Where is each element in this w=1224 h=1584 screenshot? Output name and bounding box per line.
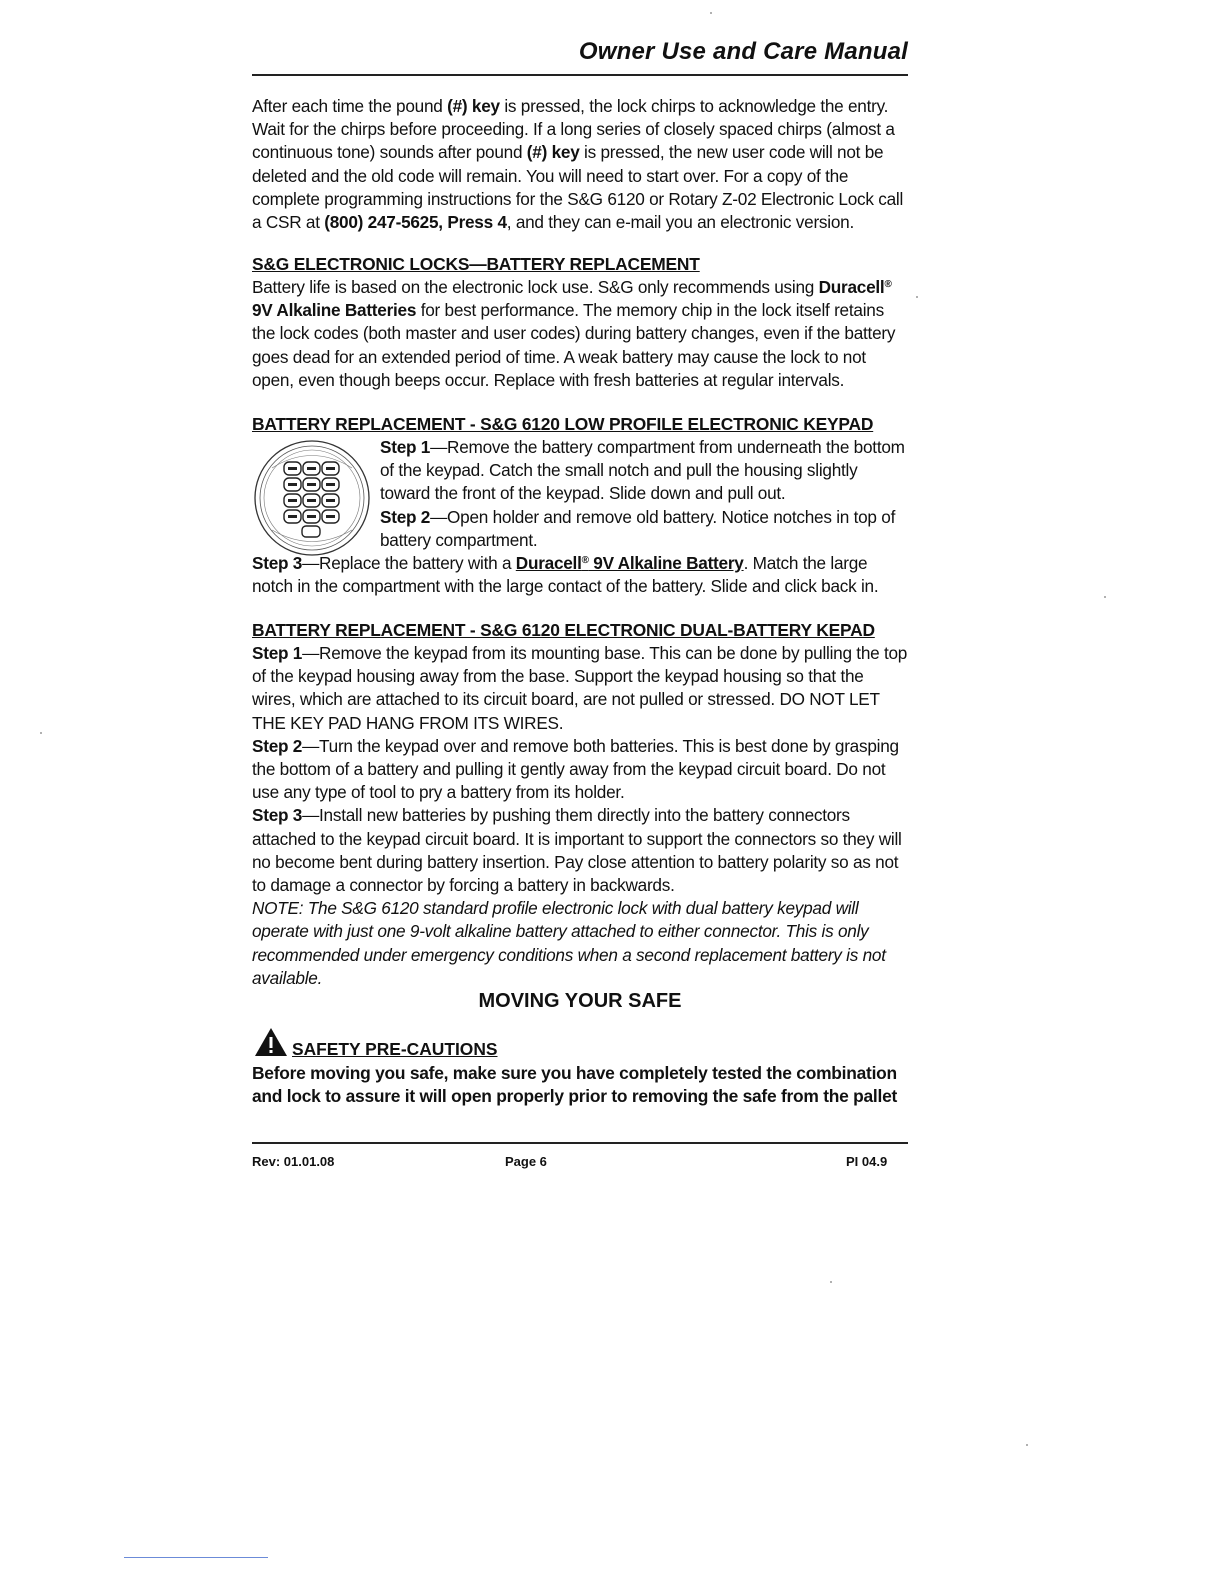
battery-section-heading: S&G ELECTRONIC LOCKS—BATTERY REPLACEMENT [252, 254, 700, 274]
scan-speck [710, 12, 712, 14]
intro-text-1: After each time the pound [252, 96, 448, 116]
csr-phone: (800) 247-5625, Press 4 [324, 212, 507, 233]
low-profile-steps-1-2 [380, 436, 910, 552]
low-profile-step-3 [252, 552, 908, 598]
step-1-label: Step 1 [380, 437, 431, 457]
step-2-label: Step 2 [380, 506, 431, 527]
safety-warning-paragraph [252, 1062, 912, 1109]
dual-battery-steps [252, 642, 908, 990]
dual-step-1-label: Step 1 [252, 643, 303, 663]
brand-duracell: Duracell [818, 277, 885, 297]
step-3-label: Step 3 [252, 553, 303, 573]
safety-precautions-heading: SAFETY PRE-CAUTIONS [292, 1039, 498, 1059]
footer-page-number: Page 6 [505, 1154, 547, 1169]
page-header-title: Owner Use and Care Manual [578, 38, 908, 65]
intro-text-4: , and they can e-mail you an electronic version. [506, 212, 854, 233]
dual-step-3-label: Step 3 [252, 805, 303, 826]
scan-speck [916, 296, 918, 298]
step-1-text: —Remove the battery compartment from underneath the bottom of the keypad. Catch the small notch and pull the housing slightly toward the front of the keypad. Slide down and pull out. [380, 437, 905, 504]
scan-speck [40, 732, 42, 734]
header-rule [252, 74, 908, 76]
pound-key-label-2: (#) key [526, 142, 580, 163]
step-3-text-1: —Replace the battery with a [302, 553, 516, 573]
battery-type: 9V Alkaline Batteries [252, 300, 417, 321]
intro-paragraph [252, 95, 908, 234]
keypad-illustration [252, 438, 374, 558]
step-3-brand: Duracell [515, 553, 582, 573]
scan-speck [830, 1281, 832, 1283]
intro-text-3: is pressed, the new user code will not be deleted and the old code will remain. You will need to start over. For a copy of the complete programming instructions for the S&G 6120 or Rotary Z-02 Electronic Lock call a CSR at [252, 142, 904, 233]
scan-speck [1104, 596, 1106, 598]
battery-text-2: for best performance. The memory chip in the lock itself retains the lock codes (both master and user codes) during battery changes, even if the battery goes dead for an extended period of time. A weak battery may cause the lock to not open, even though beeps occur. Replace with fresh batteries at regular intervals. [252, 300, 896, 390]
dual-battery-note: NOTE: The S&G 6120 standard profile electronic lock with dual battery keypad will operate with just one 9-volt alkaline battery attached to either connector. This is only recommended under emergency conditions when a second replacement battery is not available. [252, 898, 886, 988]
registered-mark: ® [884, 279, 892, 290]
step-3-battery: 9V Alkaline Battery [588, 553, 744, 573]
low-profile-heading: BATTERY REPLACEMENT - S&G 6120 LOW PROFILE ELECTRONIC KEYPAD [252, 414, 874, 434]
dual-step-2-text: —Turn the keypad over and remove both batteries. This is best done by grasping the bottom of a battery and pulling it gently away from the keypad circuit board. Do not use any type of tool to pry a battery from its holder. [252, 735, 899, 803]
safety-warning-text: Before moving you safe, make sure you have completely tested the combination and lock to assure it will open properly prior to removing the safe from the pallet [252, 1063, 898, 1107]
intro-text-2: is pressed, the lock chirps to acknowledge the entry. Wait for the chirps before proceeding. If a long series of closely spaced chirps (almost a continuous tone) sounds after pound [252, 96, 895, 163]
step-2-text: —Open holder and remove old battery. Notice notches in top of battery compartment. [380, 506, 896, 550]
scan-artifact-line [124, 1557, 268, 1558]
battery-text-1: Battery life is based on the electronic lock use. S&G only recommends using [252, 277, 819, 297]
step-3-text-2: . Match the large notch in the compartment with the large contact of the battery. Slide and click back in. [252, 553, 879, 597]
pound-key-label: (#) key [447, 96, 500, 116]
footer-document-id: PI 04.9 [846, 1154, 888, 1169]
footer-rule [252, 1142, 908, 1144]
moving-safe-title: MOVING YOUR SAFE [478, 990, 682, 1012]
dual-step-3-text: —Install new batteries by pushing them directly into the battery connectors attached to the keypad circuit board. It is important to support the connectors so they will no become bent during battery insertion. Pay close attention to battery polarity so as not to damage a connector by forcing a battery in backwards. [252, 805, 902, 896]
scan-speck [1026, 1444, 1028, 1446]
dual-battery-heading: BATTERY REPLACEMENT - S&G 6120 ELECTRONIC DUAL-BATTERY KEPAD [252, 620, 875, 640]
warning-triangle-icon [254, 1027, 288, 1057]
dual-step-2-label: Step 2 [252, 735, 303, 756]
step-3-registered-mark: ® [581, 555, 589, 566]
dual-step-1-text: —Remove the keypad from its mounting base. This can be done by pulling the top of the keypad housing away from the base. Support the keypad housing so that the wires, which are attached to its circuit board, are not pulled or stressed. DO NOT LET THE KEY PAD HANG FROM ITS WIRES. [252, 643, 908, 733]
battery-section-paragraph [252, 276, 908, 392]
footer-revision: Rev: 01.01.08 [252, 1154, 335, 1169]
